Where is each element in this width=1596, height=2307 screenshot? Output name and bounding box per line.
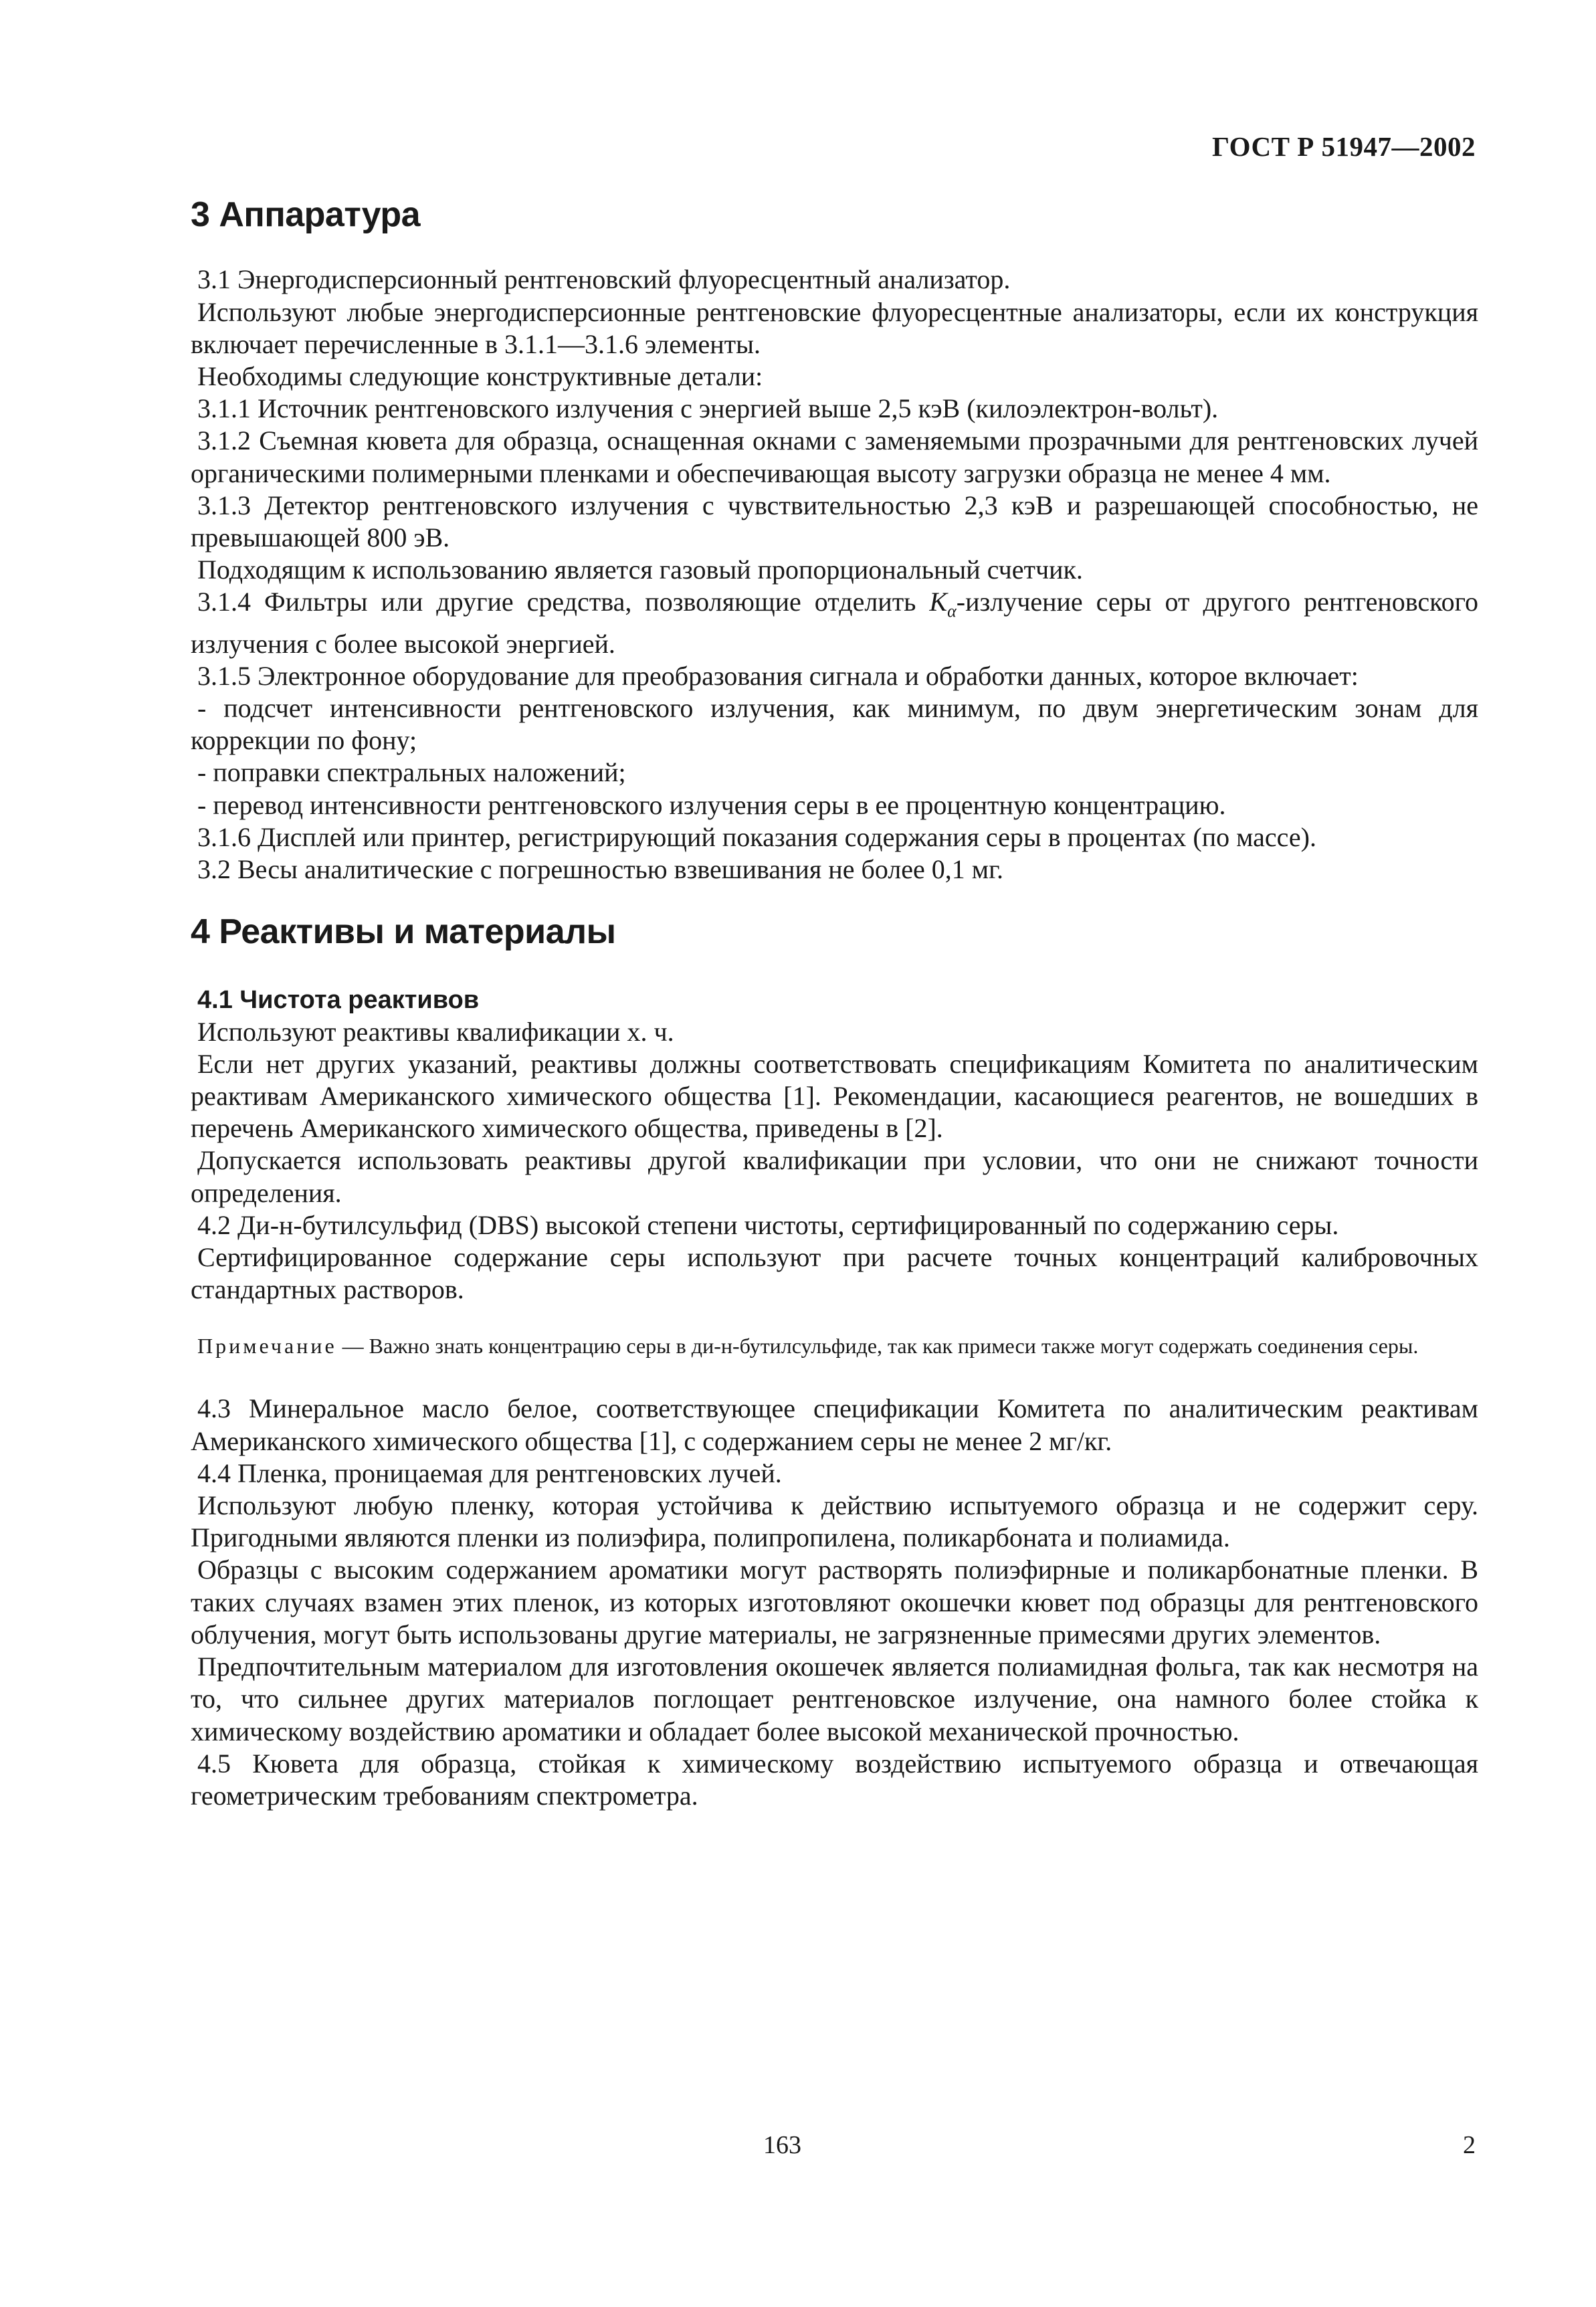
paragraph-4-4-aromatics: Образцы с высоким содержанием ароматики могут растворять полиэфирные и поликарбонатные пленки. В таких случаях взамен этих пленок, из которых изготовляют окошечки кювет под образцы для рентгеновского облучения, могут быть использованы другие материалы, не загрязненные примесями других элементов. — [191, 1554, 1478, 1649]
paragraph-3-1-details-intro: Необходимы следующие конструктивные детали: — [197, 361, 763, 391]
subsection-4-1-title: 4.1 Чистота реактивов — [197, 985, 480, 1014]
paragraph-3-1-6: 3.1.6 Дисплей или принтер, регистрирующий показания содержания серы в процентах (по массе). — [197, 821, 1316, 852]
list-item-concentration-conversion: - перевод интенсивности рентгеновского излучения серы в ее процентную концентрацию. — [197, 789, 1226, 820]
page-number-center: 163 — [763, 2131, 801, 2159]
k-alpha-symbol: $K_\alpha$ — [929, 587, 957, 621]
paragraph-3-1: 3.1 Энергодисперсионный рентгеновский флуоресцентный анализатор. — [197, 264, 1011, 295]
paragraph-4-1-other: Допускается использовать реактивы другой квалификации при условии, что они не снижают точности определения. — [191, 1145, 1478, 1208]
paragraph-4-3: 4.3 Минеральное масло белое, соответствующее спецификации Комитета по аналитическим реактивам Американского химического общества [1], с содержанием серы не менее 2 мг/кг. — [191, 1393, 1478, 1456]
paragraph-3-1-4: 3.1.4 Фильтры или другие средства, позволяющие отделить $K_\alpha$-излучение серы от другого рентгеновского излучения с более высокой энергией. — [191, 587, 1478, 659]
document-id-header: ГОСТ Р 51947—2002 — [1212, 131, 1476, 162]
paragraph-4-4-films: Используют любую пленку, которая устойчива к действию испытуемого образца и не содержит серу. Пригодными являются пленки из полиэфира, полипропилена, поликарбоната и полиамида. — [191, 1490, 1478, 1553]
page-number-right: 2 — [1463, 2131, 1476, 2159]
paragraph-4-4: 4.4 Пленка, проницаемая для рентгеновских лучей. — [197, 1458, 782, 1488]
paragraph-3-1-3-note: Подходящим к использованию является газовый пропорциональный счетчик. — [197, 555, 1083, 585]
paragraph-3-1-1: 3.1.1 Источник рентгеновского излучения с энергией выше 2,5 кэВ (килоэлектрон-вольт). — [197, 393, 1219, 424]
note-block — [191, 1330, 1478, 1362]
list-item-spectral-overlap: - поправки спектральных наложений; — [197, 757, 626, 788]
paragraph-4-5: 4.5 Кювета для образца, стойкая к химическому воздействию испытуемого образца и отвечающая геометрическим требованиям спектрометра. — [191, 1748, 1478, 1811]
paragraph-4-1-qualification: Используют реактивы квалификации х. ч. — [197, 1016, 674, 1047]
paragraph-4-2-certified: Сертифицированное содержание серы используют при расчете точных концентраций калибровочных стандартных растворов. — [191, 1242, 1478, 1305]
paragraph-4-4-polyamide: Предпочтительным материалом для изготовления окошечек является полиамидная фольга, так как несмотря на то, что сильнее других материалов поглощает рентгеновское излучение, она намного более стойка к химическому воздействию ароматики и обладает более высокой механической прочностью. — [191, 1651, 1478, 1746]
paragraph-4-2: 4.2 Ди-н-бутилсульфид (DBS) высокой степени чистоты, сертифицированный по содержанию серы. — [197, 1209, 1339, 1240]
note-label: Примечание — [197, 1334, 337, 1359]
page-content — [191, 194, 1478, 1812]
paragraph-4-1-specs: Если нет других указаний, реактивы должны соответствовать спецификациям Комитета по аналитическим реактивам Американского химического общества [1]. Рекомендации, касающиеся реагентов, не вошедших в перечень Американского химического общества, приведены в [2]. — [191, 1048, 1478, 1144]
section-4-title: 4 Реактивы и материалы — [191, 912, 616, 952]
paragraph-3-1-3: 3.1.3 Детектор рентгеновского излучения с чувствительностью 2,3 кэВ и разрешающей способностью, не превышающей 800 эВ. — [191, 490, 1478, 553]
paragraph-3-1-body: Используют любые энергодисперсионные рентгеновские флуоресцентные анализаторы, если их конструкция включает перечисленные в 3.1.1—3.1.6 элементы. — [191, 296, 1478, 359]
note-text: — Важно знать концентрацию серы в ди-н-бутилсульфиде, так как примеси также могут содержать соединения серы. — [336, 1334, 1419, 1359]
paragraph-3-1-5: 3.1.5 Электронное оборудование для преобразования сигнала и обработки данных, которое включает: — [197, 660, 1359, 691]
paragraph-3-2: 3.2 Весы аналитические с погрешностью взвешивания не более 0,1 мг. — [197, 854, 1003, 885]
section-3-title: 3 Аппаратура — [191, 195, 421, 234]
list-item-background-correction: - подсчет интенсивности рентгеновского излучения, как минимум, по двум энергетическим зонам для коррекции по фону; — [191, 693, 1478, 756]
paragraph-3-1-2: 3.1.2 Съемная кювета для образца, оснащенная окнами с заменяемыми прозрачными для рентгеновских лучей органическими полимерными пленками и обеспечивающая высоту загрузки образца не менее 4 мм. — [191, 425, 1478, 488]
